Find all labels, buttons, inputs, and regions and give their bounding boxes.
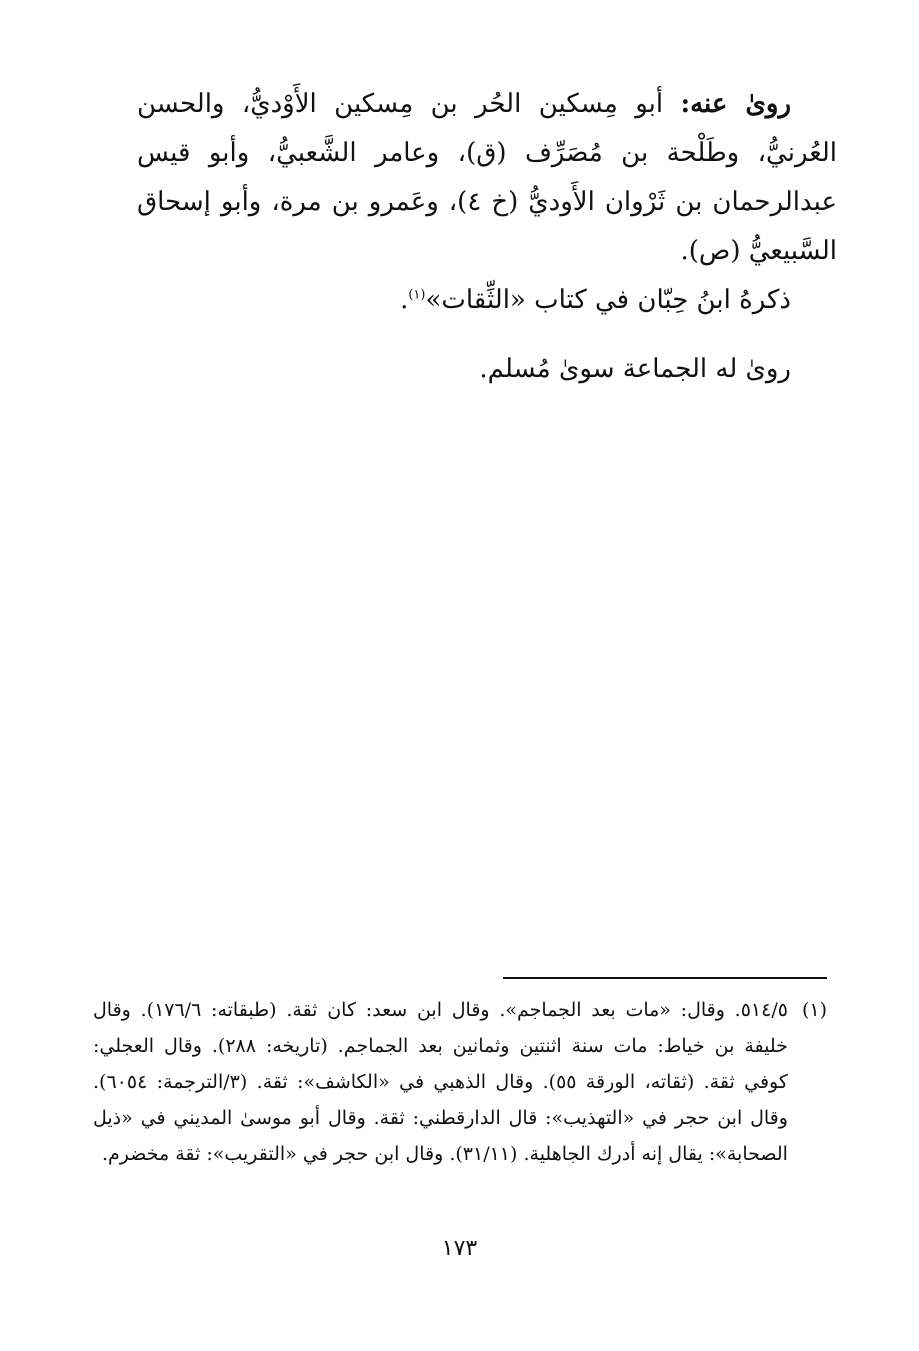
narration-text: روىٰ له الجماعة سوىٰ مُسلم.	[479, 354, 791, 384]
ibn-hibban-paragraph	[137, 276, 837, 325]
ibn-hibban-text: ذكرهُ ابنُ حِبّان في كتاب «الثِّقات»	[425, 285, 791, 315]
narrators-text: أبو مِسكين الحُر بن مِسكين الأَوْديُّ، والحسن العُرنيُّ، وطَلْحة بن مُصَرِّف (ق)، وعامر الشَّعبيُّ، وأبو قيس عبدالرحمان بن ثَرْوان الأَوديُّ (خ ٤)، وعَمرو بن مرة، وأبو إسحاق السَّبيعيُّ (ص).	[137, 89, 837, 266]
main-text	[137, 80, 837, 394]
footnote-marker: (١)	[801, 999, 827, 1021]
narrators-paragraph	[137, 80, 837, 276]
footnote-text: ٥١٤/٥. وقال: «مات بعد الجماجم». وقال ابن سعد: كان ثقة. (طبقاته: ١٧٦/٦). وقال خليفة بن خياط: مات سنة اثنتين وثمانين بعد الجماجم. (تاريخه: ٢٨٨). وقال العجلي: كوفي ثقة. (ثقاته، الورقة ٥٥). وقال الذهبي في «الكاشف»: ثقة. (٣/الترجمة: ٦٠٥٤). وقال ابن حجر في «التهذيب»: قال الدارقطني: ثقة. وقال أبو موسىٰ المديني في «ذيل الصحابة»: يقال إنه أدرك الجاهلية. (٣١/١١). وقال ابن حجر في «التقريب»: ثقة مخضرم.	[93, 999, 788, 1165]
narration-paragraph	[137, 345, 837, 394]
footnotes	[93, 992, 827, 1172]
footnote-divider	[503, 977, 827, 979]
ibn-hibban-end: .	[400, 285, 409, 315]
narrators-label: روىٰ عنه:	[680, 89, 792, 119]
page-number: ١٧٣	[441, 1236, 478, 1261]
footnote-1	[93, 992, 827, 1172]
footnote-reference[interactable]: (١)	[408, 287, 426, 303]
